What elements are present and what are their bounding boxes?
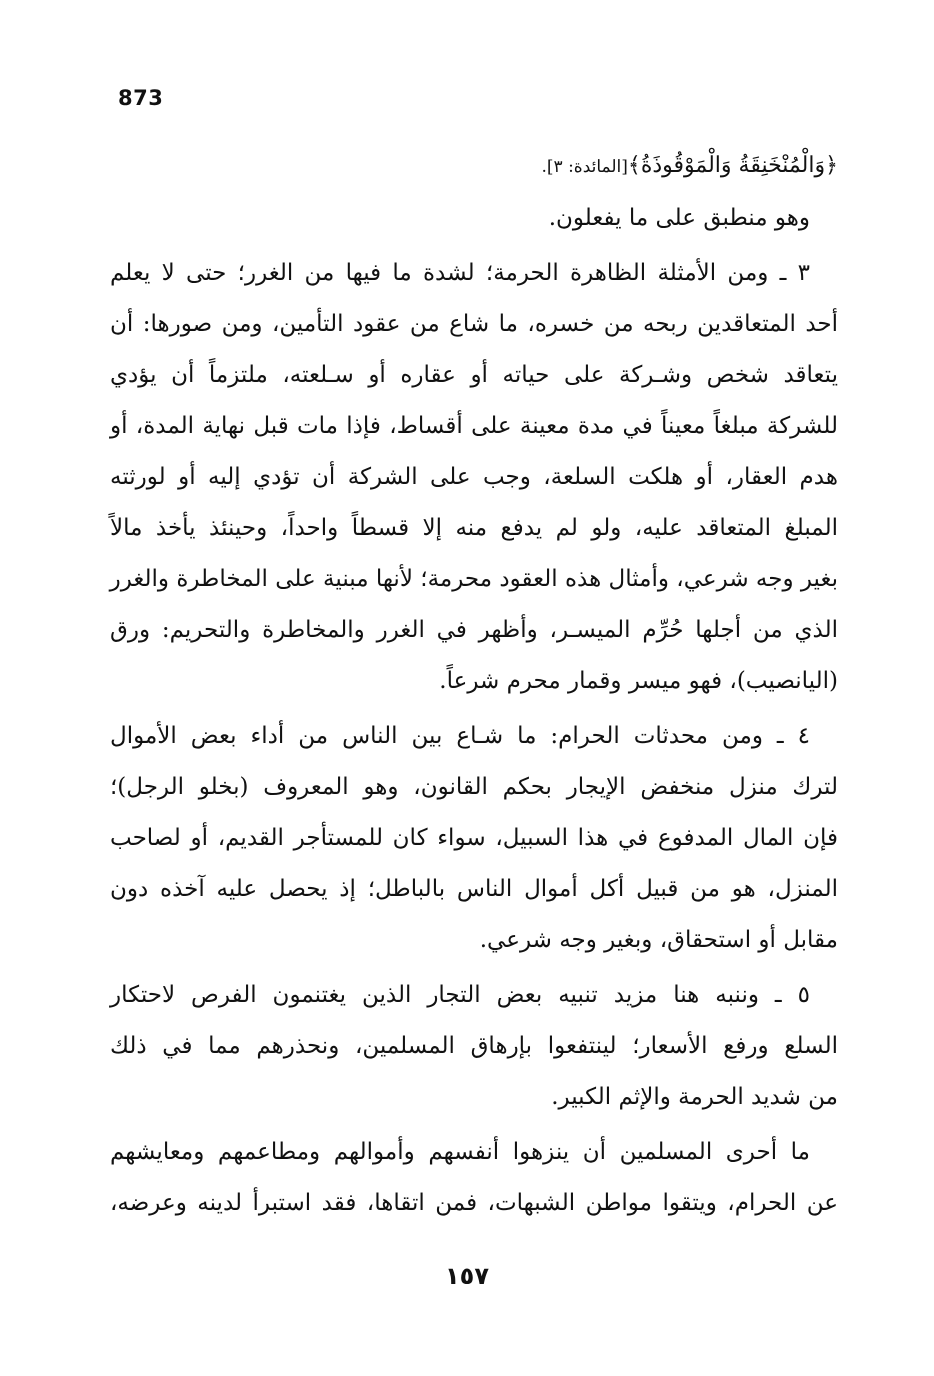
text-line: لترك منزل منخفض الإيجار بحكم القانون، وهو المعروف (بخلو الرجل)؛	[110, 774, 838, 800]
quote-close-bracket: ﴾	[627, 153, 641, 178]
quote-open-bracket: ﴿	[825, 153, 838, 178]
paragraph-closing	[110, 1127, 838, 1229]
text-line: فإن المال المدفوع في هذا السبيل، سواء كان للمستأجر القديم، أو لصاحب	[110, 825, 838, 851]
verse-reference: [المائدة: ٣].	[541, 157, 628, 177]
text-line: ما أحرى المسلمين أن ينزهوا أنفسهم وأموالهم ومطاعمهم ومعايشهم	[110, 1139, 810, 1165]
quran-verse: وَالْمُنْخَنِقَةُ وَالْمَوْقُوذَةُ	[640, 153, 826, 178]
text-line: ٤ ـ ومن محدثات الحرام: ما شـاع بين الناس من أداء بعض الأموال	[110, 723, 810, 749]
paragraph-item-3	[110, 248, 838, 707]
text-line: ٣ ـ ومن الأمثلة الظاهرة الحرمة؛ لشدة ما فيها من الغرر؛ حتى لا يعلم	[110, 260, 810, 286]
text-line: وهو منطبق على ما يفعلون.	[548, 205, 810, 231]
text-line: بغير وجه شرعي، وأمثال هذه العقود محرمة؛ لأنها مبنية على المخاطرة والغرر	[109, 566, 838, 592]
text-line: المنزل، هو من قبيل أكل أموال الناس بالباطل؛ إذ يحصل عليه آخذه دون	[110, 876, 838, 902]
text-line: عن الحرام، ويتقوا مواطن الشبهات، فمن اتقاها، فقد استبرأ لدينه وعرضه،	[110, 1190, 838, 1216]
text-line: يتعاقد شخص وشـركة على حياته أو عقاره أو سـلعته، ملتزماً أن يؤدي	[110, 362, 838, 388]
paragraph-item-4	[110, 711, 838, 966]
folio-number: ١٥٧	[445, 1262, 489, 1290]
page-body	[110, 140, 838, 1233]
text-line: الذي من أجلها حُرِّم الميسـر، وأظهر في الغرر والمخاطرة والتحريم: ورق	[110, 617, 838, 643]
paragraph-item-5	[110, 970, 838, 1123]
text-line: (اليانصيب)، فهو ميسر وقمار محرم شرعاً.	[439, 668, 838, 694]
scan-page-number: 873	[118, 86, 164, 110]
quran-quote-line	[110, 140, 838, 193]
text-line: السلع ورفع الأسعار؛ لينتفعوا بإرهاق المسلمين، ونحذرهم مما في ذلك	[110, 1033, 838, 1059]
text-line: للشركة مبلغاً معيناً في مدة معينة على أقساط، فإذا مات قبل نهاية المدة، أو	[110, 413, 838, 439]
text-line: أحد المتعاقدين ربحه من خسره، ما شاع من عقود التأمين، ومن صورها: أن	[110, 311, 838, 337]
text-line: هدم العقار، أو هلكت السلعة، وجب على الشركة أن تؤدي إليه أو لورثته	[110, 464, 838, 490]
text-line: من شديد الحرمة والإثم الكبير.	[551, 1084, 838, 1110]
text-line: مقابل أو استحقاق، وبغير وجه شرعي.	[479, 927, 838, 953]
text-line: المبلغ المتعاقد عليه، ولو لم يدفع منه إلا قسطاً واحداً، وحينئذ يأخذ مالاً	[110, 515, 838, 541]
text-line: ٥ ـ وننبه هنا مزيد تنبيه بعض التجار الذين يغتنمون الفرص لاحتكار	[110, 982, 810, 1008]
paragraph-intro	[110, 193, 838, 244]
